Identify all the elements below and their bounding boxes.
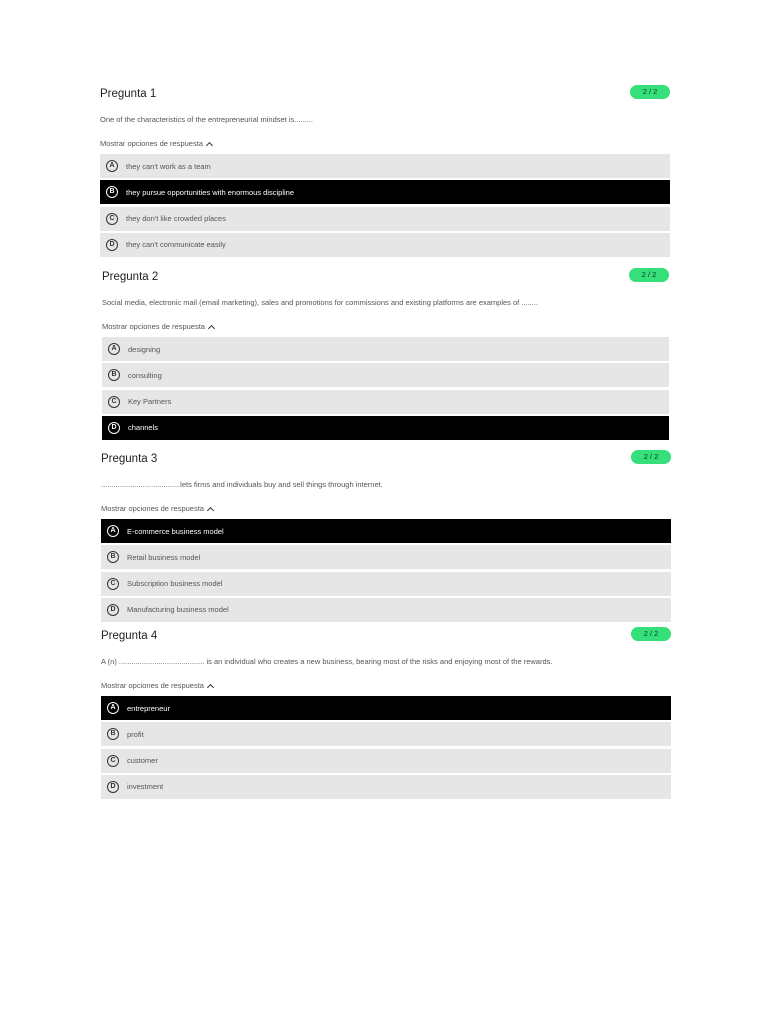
- option-text: Subscription business model: [127, 579, 223, 589]
- option-letter: B: [106, 186, 118, 198]
- toggle-label: Mostrar opciones de respuesta: [100, 139, 203, 148]
- answer-option-b[interactable]: [102, 363, 669, 387]
- option-letter: B: [107, 551, 119, 563]
- question-4: [101, 629, 671, 801]
- option-letter: B: [108, 369, 120, 381]
- option-letter: D: [108, 422, 120, 434]
- option-letter: A: [108, 343, 120, 355]
- answer-option-a[interactable]: [101, 696, 671, 720]
- option-letter: D: [106, 239, 118, 251]
- answer-options: [100, 154, 670, 257]
- question-header: [100, 87, 670, 105]
- option-letter: D: [107, 604, 119, 616]
- option-text: investment: [127, 782, 164, 792]
- question-title: Pregunta 3: [101, 453, 158, 465]
- answer-option-c[interactable]: [100, 207, 670, 231]
- option-letter: B: [107, 728, 119, 740]
- answer-option-c[interactable]: [101, 749, 671, 773]
- show-answer-options-toggle[interactable]: [101, 504, 213, 514]
- toggle-label: Mostrar opciones de respuesta: [101, 504, 204, 513]
- option-text: channels: [128, 423, 159, 433]
- option-text: entrepreneur: [127, 703, 170, 713]
- show-answer-options-toggle[interactable]: [101, 681, 213, 691]
- option-letter: C: [106, 213, 118, 225]
- score-badge: 2 / 2: [629, 268, 669, 282]
- score-badge: 2 / 2: [631, 450, 671, 464]
- answer-option-b[interactable]: [101, 722, 671, 746]
- chevron-up-icon: [208, 325, 215, 332]
- question-title: Pregunta 2: [102, 271, 159, 283]
- answer-option-d[interactable]: [101, 775, 671, 799]
- answer-option-b[interactable]: [101, 545, 671, 569]
- chevron-up-icon: [207, 684, 214, 691]
- option-letter: A: [106, 160, 118, 172]
- option-text: customer: [127, 756, 158, 766]
- option-letter: C: [107, 578, 119, 590]
- option-letter: C: [107, 755, 119, 767]
- question-header: [102, 270, 669, 288]
- option-text: Key Partners: [128, 397, 172, 407]
- toggle-label: Mostrar opciones de respuesta: [101, 681, 204, 690]
- answer-options: [102, 337, 669, 440]
- show-answer-options-toggle[interactable]: [100, 139, 212, 149]
- question-2: [102, 270, 669, 442]
- option-letter: C: [108, 396, 120, 408]
- answer-options: [101, 696, 671, 799]
- show-answer-options-toggle[interactable]: [102, 322, 214, 332]
- answer-option-d[interactable]: [101, 598, 671, 622]
- score-badge: 2 / 2: [631, 627, 671, 641]
- question-text: One of the characteristics of the entrepreneurial mindset is.........: [100, 115, 314, 124]
- question-title: Pregunta 1: [100, 88, 157, 100]
- option-text: they can't communicate easily: [126, 240, 226, 250]
- option-text: designing: [128, 344, 161, 354]
- toggle-label: Mostrar opciones de respuesta: [102, 322, 205, 331]
- answer-option-b[interactable]: [100, 180, 670, 204]
- score-badge: 2 / 2: [630, 85, 670, 99]
- answer-option-a[interactable]: [102, 337, 669, 361]
- option-text: Retail business model: [127, 552, 201, 562]
- option-text: Manufacturing business model: [127, 605, 229, 615]
- question-title: Pregunta 4: [101, 630, 158, 642]
- option-text: E-commerce business model: [127, 526, 224, 536]
- question-text: Social media, electronic mail (email marketing), sales and promotions for commissions and existing platforms are examples of ........: [102, 298, 539, 307]
- answer-option-a[interactable]: [100, 154, 670, 178]
- answer-option-c[interactable]: [102, 390, 669, 414]
- answer-options: [101, 519, 671, 622]
- option-letter: A: [107, 525, 119, 537]
- answer-option-d[interactable]: [100, 233, 670, 257]
- question-header: [101, 629, 671, 647]
- question-text: ......................................lets firms and individuals buy and sell things through internet.: [101, 480, 383, 489]
- option-letter: A: [107, 702, 119, 714]
- answer-option-d[interactable]: [102, 416, 669, 440]
- answer-option-a[interactable]: [101, 519, 671, 543]
- option-text: they pursue opportunities with enormous discipline: [126, 187, 295, 197]
- option-text: profit: [127, 729, 144, 739]
- chevron-up-icon: [206, 142, 213, 149]
- option-text: consulting: [128, 370, 162, 380]
- option-text: they don't like crowded places: [126, 214, 226, 224]
- question-3: [101, 452, 671, 624]
- question-header: [101, 452, 671, 470]
- option-letter: D: [107, 781, 119, 793]
- question-1: [100, 87, 670, 259]
- question-text: A (n) ......................................... is an individual who creates a new business, bearing most of the risks and enjoying most of the rewards.: [101, 657, 553, 666]
- option-text: they can't work as a team: [126, 161, 211, 171]
- answer-option-c[interactable]: [101, 572, 671, 596]
- chevron-up-icon: [207, 507, 214, 514]
